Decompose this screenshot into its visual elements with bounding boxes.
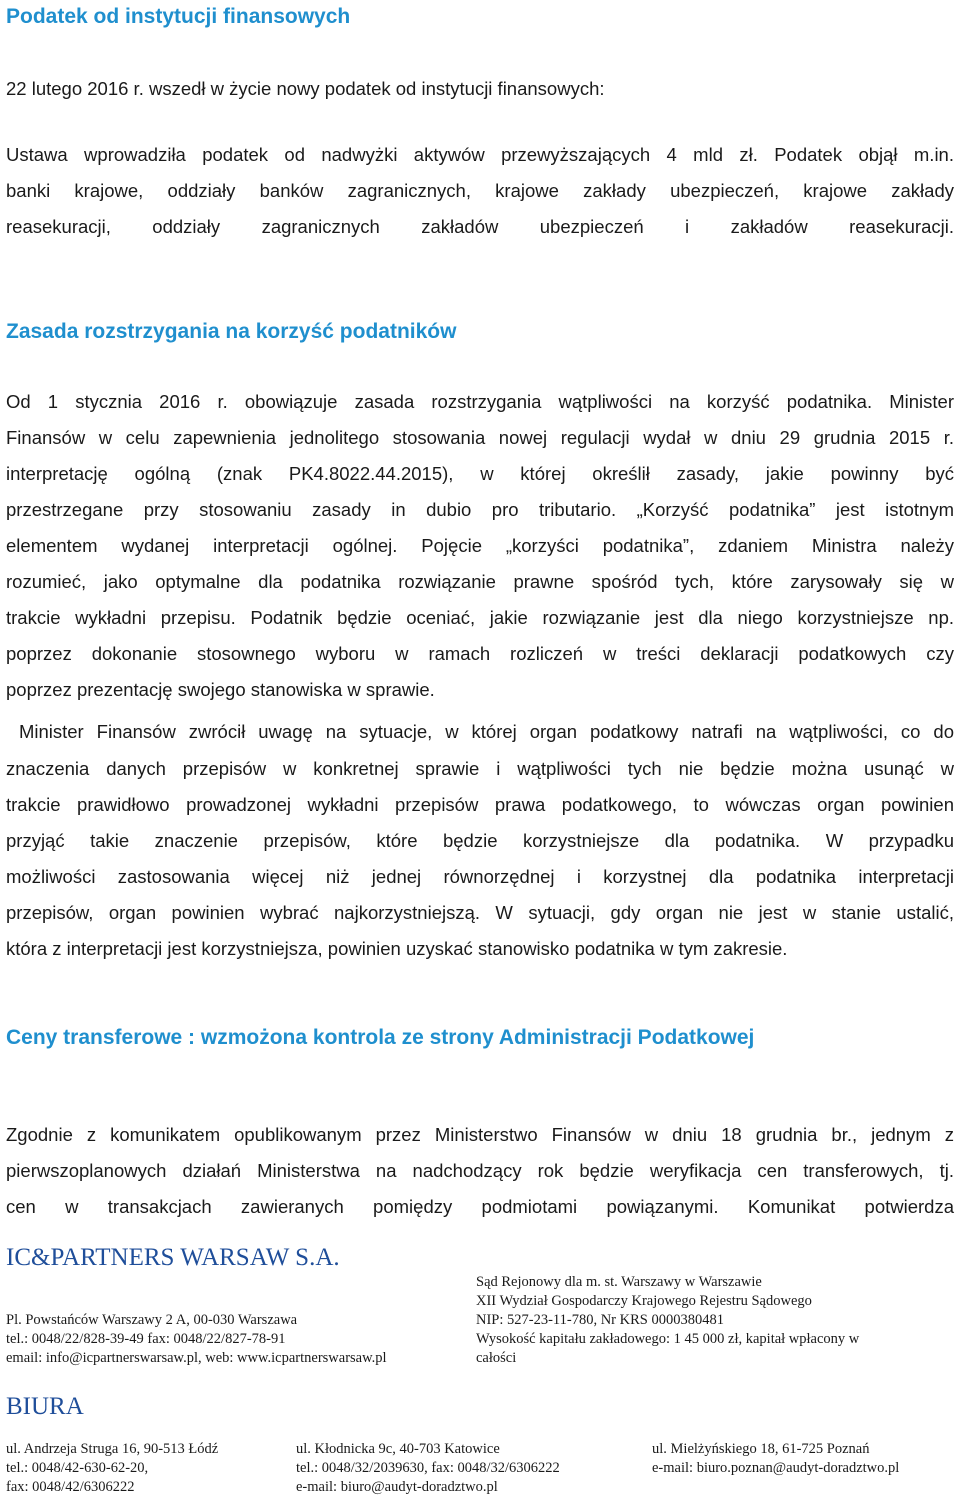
office-line: tel.: 0048/42-630-62-20, — [6, 1460, 149, 1476]
office-lodz — [6, 1440, 218, 1497]
paragraph-line: banki krajowe, oddziały banków zagranicznych, krajowe zakłady ubezpieczeń, krajowe zakłady — [6, 180, 954, 201]
office-line: ul. Andrzeja Struga 16, 90-513 Łódź — [6, 1441, 219, 1457]
office-line: e-mail: biuro.poznan@audyt-doradztwo.pl — [652, 1460, 900, 1476]
address-line: tel.: 0048/22/828-39-49 fax: 0048/22/827-78-91 — [6, 1331, 286, 1347]
paragraph-line: Finansów w celu zapewnienia jednolitego stosowania nowej regulacji wydał w dniu 29 grudnia 2015 r. — [6, 427, 954, 448]
section-title-transfer-pricing: Ceny transferowe : wzmożona kontrola ze strony Administracji Podatkowej — [6, 1026, 755, 1049]
paragraph-line: interpretację ogólną (znak PK4.8022.44.2015), w której określił zasady, jakie powinny być — [6, 463, 954, 484]
paragraph-line: Ustawa wprowadziła podatek od nadwyżki aktywów przewyższających 4 mld zł. Podatek objął m.in. — [6, 144, 954, 165]
paragraph-line: rozumieć, jako optymalne dla podatnika rozwiązanie prawne spośród tych, które zarysowały się w — [6, 571, 954, 592]
paragraph-line: Od 1 stycznia 2016 r. obowiązuje zasada rozstrzygania wątpliwości na korzyść podatnika. Minister — [6, 391, 954, 412]
paragraph-line: pierwszoplanowych działań Ministerstwa na nadchodzący rok będzie weryfikacja cen transferowych, tj. — [6, 1160, 954, 1181]
paragraph-line: przyjąć takie znaczenie przepisów, które będzie korzystniejsze dla podatnika. W przypadku — [6, 830, 954, 851]
paragraph-line: Zgodnie z komunikatem opublikowanym przez Ministerstwo Finansów w dniu 18 grudnia br., jednym z — [6, 1124, 954, 1145]
paragraph-line: cen w transakcjach zawieranych pomiędzy podmiotami powiązanymi. Komunikat potwierdza — [6, 1196, 954, 1217]
office-line: ul. Kłodnicka 9c, 40-703 Katowice — [296, 1441, 500, 1457]
paragraph-line: trakcie wykładni przepisu. Podatnik będzie oceniać, jakie rozwiązanie jest dla niego korzystniejsze np. — [6, 607, 954, 628]
paragraph-line: trakcie prawidłowo prowadzonej wykładni przepisów prawa podatkowego, to wówczas organ powinien — [6, 794, 954, 815]
registry-line: Sąd Rejonowy dla m. st. Warszawy w Warszawie — [476, 1274, 762, 1290]
office-line: tel.: 0048/32/2039630, fax: 0048/32/6306222 — [296, 1460, 560, 1476]
paragraph-line: możliwości zastosowania więcej niż jednej równorzędnej i korzystnej dla podatnika interpretacji — [6, 866, 954, 887]
paragraph-line: reasekuracji, oddziały zagranicznych zakładów ubezpieczeń i zakładów reasekuracji. — [6, 216, 954, 237]
office-katowice — [296, 1440, 560, 1497]
office-line: fax: 0048/42/6306222 — [6, 1479, 135, 1495]
registry-line: Wysokość kapitału zakładowego: 1 45 000 zł, kapitał wpłacony w — [476, 1331, 860, 1347]
article-title: Podatek od instytucji finansowych — [6, 5, 351, 28]
paragraph-line: przestrzegane przy stosowaniu zasady in dubio pro tributario. „Korzyść podatnika” jest istotnym — [6, 499, 954, 520]
intro-line: 22 lutego 2016 r. wszedł w życie nowy podatek od instytucji finansowych: — [6, 78, 605, 99]
paragraph-line: przepisów, organ powinien wybrać najkorzystniejszą. W sytuacji, gdy organ nie jest w stanie ustalić, — [6, 902, 954, 923]
office-line: e-mail: biuro@audyt-doradztwo.pl — [296, 1479, 498, 1495]
address-line: Pl. Powstańców Warszawy 2 A, 00-030 Warszawa — [6, 1312, 298, 1328]
section-title-taxpayer-benefit: Zasada rozstrzygania na korzyść podatników — [6, 320, 457, 343]
paragraph-line: poprzez dokonanie stosownego wyboru w ramach rozliczeń w treści deklaracji podatkowych czy — [6, 643, 954, 664]
registry-line: NIP: 527-23-11-780, Nr KRS 0000380481 — [476, 1312, 724, 1328]
paragraph-line: która z interpretacji jest korzystniejsza, powinien uzyskać stanowisko podatnika w tym zakresie. — [6, 938, 788, 959]
paragraph-line: znaczenia danych przepisów w konkretnej sprawie i wątpliwości tych nie będzie można usunąć w — [6, 758, 954, 779]
company-address — [6, 1311, 387, 1368]
office-line: ul. Mielżyńskiego 18, 61-725 Poznań — [652, 1441, 870, 1457]
office-poznan — [652, 1440, 899, 1478]
registry-line: XII Wydział Gospodarczy Krajowego Rejestru Sądowego — [476, 1293, 812, 1309]
paragraph-line: poprzez prezentację swojego stanowiska w sprawie. — [6, 679, 435, 700]
registry-line: całości — [476, 1350, 517, 1366]
address-line: email: info@icpartnerswarsaw.pl, web: www.icpartnerswarsaw.pl — [6, 1350, 387, 1366]
paragraph-line: Minister Finansów zwrócił uwagę na sytuacje, w której organ podatkowy natrafi na wątpliwości, co do — [6, 721, 954, 742]
company-name: IC&PARTNERS WARSAW S.A. — [6, 1244, 340, 1271]
company-registry — [476, 1273, 859, 1368]
offices-title: BIURA — [6, 1393, 84, 1420]
paragraph-line: elementem wydanej interpretacji ogólnej. Pojęcie „korzyści podatnika”, zdaniem Ministra należy — [6, 535, 954, 556]
